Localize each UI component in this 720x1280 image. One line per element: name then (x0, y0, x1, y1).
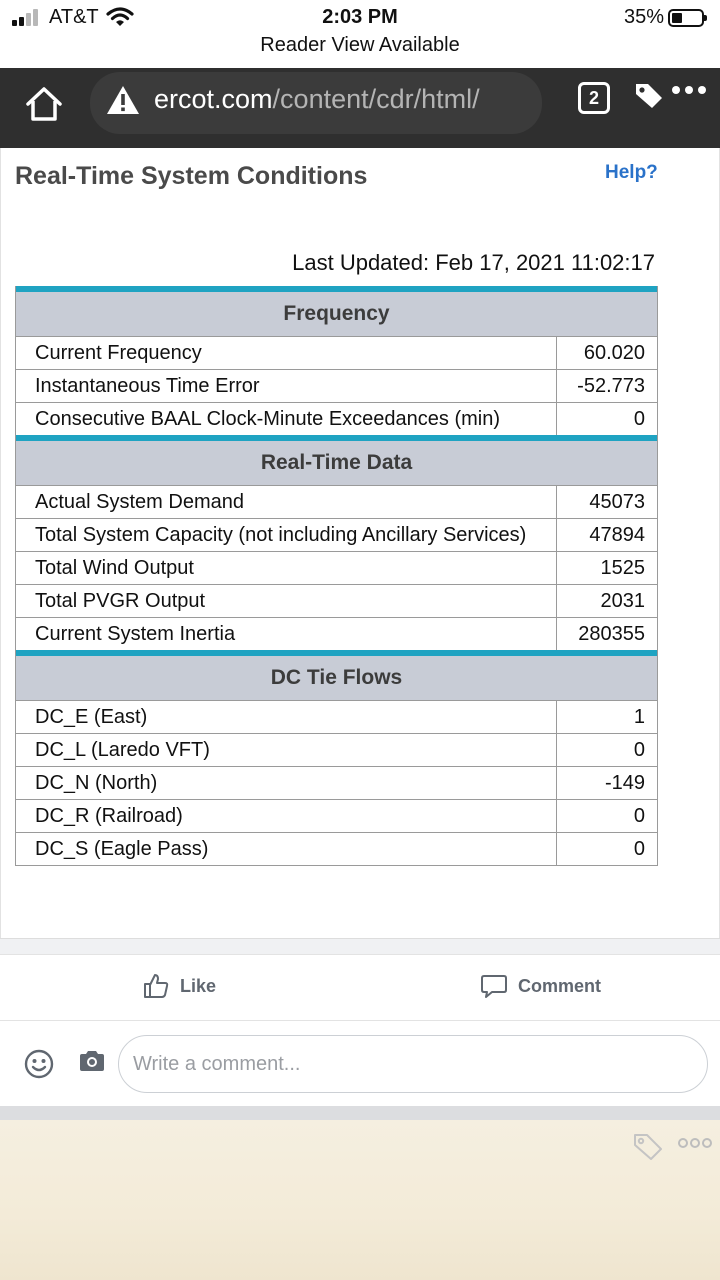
row-label: Total PVGR Output (35, 590, 206, 612)
row-value: 0 (556, 403, 657, 435)
page-content (0, 148, 720, 938)
help-link[interactable]: Help? (605, 162, 658, 183)
row-value: 45073 (556, 486, 657, 518)
row-value: 0 (556, 833, 657, 865)
post-divider (0, 938, 720, 954)
like-label: Like (180, 975, 217, 996)
table-row (16, 584, 657, 617)
camera-icon[interactable] (78, 1049, 106, 1073)
tag-icon[interactable] (634, 78, 664, 114)
status-bar (0, 0, 720, 36)
next-post-preview (0, 1120, 720, 1280)
row-value: 0 (556, 734, 657, 766)
table-row (16, 402, 657, 435)
url-text[interactable] (154, 84, 534, 115)
comment-composer (0, 1020, 720, 1106)
status-time: 2:03 PM (322, 6, 398, 28)
table-row (16, 617, 657, 650)
row-value: -149 (556, 767, 657, 799)
comment-button[interactable] (480, 969, 601, 1003)
section-header-dc-tie-flows: DC Tie Flows (15, 656, 658, 700)
home-icon[interactable] (22, 82, 66, 126)
row-label: Instantaneous Time Error (35, 375, 260, 397)
row-label: DC_L (Laredo VFT) (35, 739, 210, 761)
row-value: -52.773 (556, 370, 657, 402)
row-label: Current System Inertia (35, 623, 236, 645)
thumbs-up-icon (142, 972, 170, 1000)
tab-count-button[interactable]: 2 (578, 82, 610, 114)
last-updated: Last Updated: Feb 17, 2021 11:02:17 (292, 250, 655, 275)
row-value: 0 (556, 800, 657, 832)
table-row (16, 799, 657, 832)
carrier-name: AT&T (49, 6, 99, 28)
system-conditions-table (15, 286, 658, 866)
tag-icon[interactable] (632, 1130, 664, 1162)
row-label: Total System Capacity (not including Ancillary Services) (35, 524, 527, 546)
battery-percent: 35% (623, 6, 664, 28)
row-value: 1525 (556, 552, 657, 584)
address-bar[interactable] (90, 72, 542, 134)
post-action-bar (0, 954, 720, 1020)
feed-gap (0, 1106, 720, 1120)
emoji-icon[interactable] (24, 1049, 54, 1079)
comment-bubble-icon (480, 972, 508, 1000)
row-value: 60.020 (556, 337, 657, 369)
table-row (16, 518, 657, 551)
row-value: 2031 (556, 585, 657, 617)
row-label: DC_E (East) (35, 706, 148, 728)
section-header-real-time-data: Real-Time Data (15, 441, 658, 485)
table-row (16, 336, 657, 369)
row-label: DC_S (Eagle Pass) (35, 838, 209, 860)
battery-icon (668, 9, 704, 27)
table-row (16, 551, 657, 584)
comment-input[interactable] (118, 1035, 708, 1093)
row-label: Consecutive BAAL Clock-Minute Exceedances (min) (35, 408, 501, 430)
row-value: 1 (556, 701, 657, 733)
row-label: DC_R (Railroad) (35, 805, 183, 827)
section-header-frequency: Frequency (15, 292, 658, 336)
table-row (16, 832, 657, 865)
row-label: Total Wind Output (35, 557, 194, 579)
table-row (16, 766, 657, 799)
row-value: 280355 (556, 618, 657, 650)
comment-label: Comment (518, 975, 602, 996)
warning-icon[interactable] (106, 84, 140, 116)
table-row (16, 700, 657, 733)
table-row (16, 733, 657, 766)
row-label: DC_N (North) (35, 772, 158, 794)
reader-view-banner[interactable]: Reader View Available (260, 34, 460, 56)
like-button[interactable] (142, 969, 216, 1003)
row-value: 47894 (556, 519, 657, 551)
browser-toolbar (0, 68, 720, 148)
more-options-icon[interactable] (672, 86, 712, 98)
row-label: Current Frequency (35, 342, 202, 364)
table-row (16, 485, 657, 518)
table-row (16, 369, 657, 402)
url-domain: ercot.com (154, 84, 273, 114)
row-label: Actual System Demand (35, 491, 244, 513)
url-path: /content/cdr/html/ (272, 84, 480, 114)
more-options-icon[interactable] (678, 1138, 714, 1150)
page-title: Real-Time System Conditions (15, 162, 368, 190)
